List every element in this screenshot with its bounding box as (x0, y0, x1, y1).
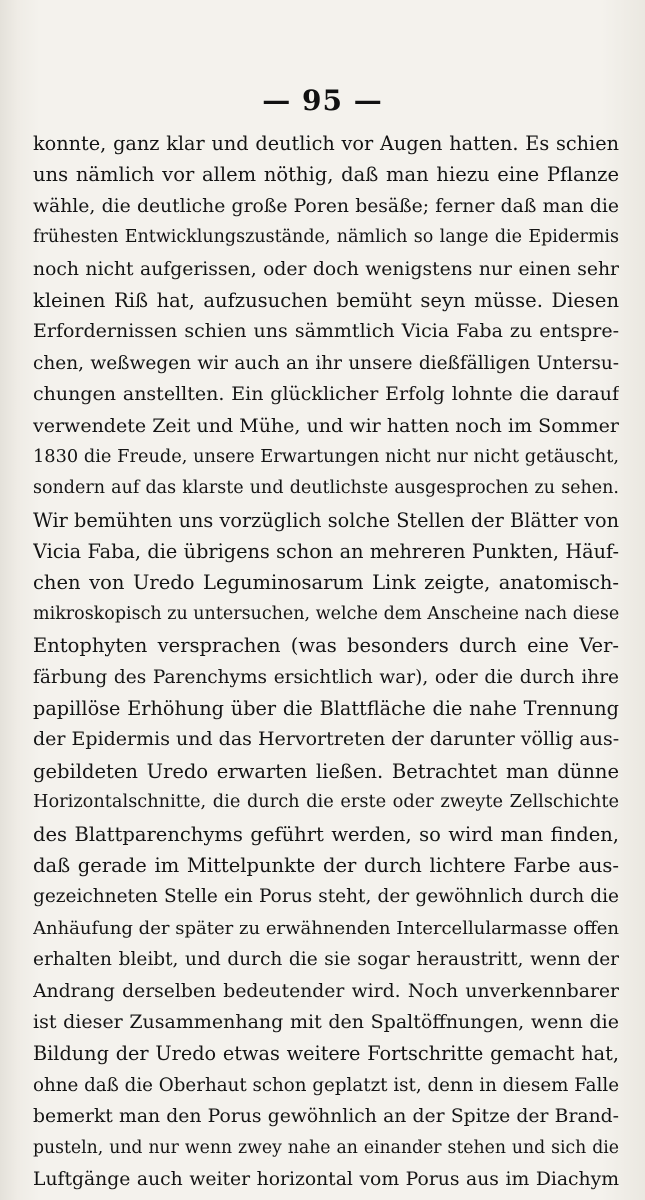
text-line: wähle, die deutliche große Poren besäße; ferner daß man die (33, 195, 619, 217)
text-line: des Blattparenchyms geführt werden, so wird man finden, (33, 822, 619, 846)
text-line: mikroskopisch zu untersuchen, welche dem Anscheine nach diese (33, 603, 619, 624)
text-line: ohne daß die Oberhaut schon geplatzt ist, denn in diesem Falle (33, 1074, 619, 1096)
text-line: verwendete Zeit und Mühe, und wir hatten noch im Sommer (33, 414, 619, 437)
text-line: der Epidermis und das Hervortreten der darunter völlig aus- (33, 728, 619, 751)
page-number-header: — 95 — (262, 84, 383, 117)
text-line: Andrang derselben bedeutender wird. Noch unverkennbarer (33, 980, 619, 1002)
text-line: konnte, ganz klar und deutlich vor Augen hatten. Es schien (33, 132, 619, 155)
text-line: chungen anstellten. Ein glücklicher Erfolg lohnte die darauf (33, 383, 619, 406)
text-line: uns nämlich vor allem nöthig, daß man hiezu eine Pflanze (33, 163, 619, 187)
text-line: daß gerade im Mittelpunkte der durch lichtere Farbe aus- (33, 853, 619, 877)
text-line: bemerkt man den Porus gewöhnlich an der Spitze der Brand- (33, 1106, 619, 1128)
text-line: gebildeten Uredo erwarten ließen. Betrachtet man dünne (33, 759, 619, 783)
text-line: Horizontalschnitte, die durch die erste oder zweyte Zellschichte (33, 792, 619, 813)
text-line: kleinen Riß hat, aufzusuchen bemüht seyn müsse. Diesen (33, 288, 619, 312)
text-line: ist dieser Zusammenhang mit den Spaltöffnungen, wenn die (33, 1010, 619, 1033)
text-line: 1830 die Freude, unsere Erwartungen nicht nur nicht getäuscht, (33, 446, 619, 467)
text-line: färbung des Parenchyms ersichtlich war), oder die durch ihre (33, 666, 619, 688)
text-line: Luftgänge auch weiter horizontal vom Porus aus im Diachym (33, 1168, 619, 1190)
text-line: gezeichneten Stelle ein Porus steht, der gewöhnlich durch die (33, 886, 619, 908)
text-line: papillöse Erhöhung über die Blattfläche die nahe Trennung (33, 697, 619, 721)
text-line: pusteln, und nur wenn zwey nahe an einander stehen und sich die (33, 1137, 619, 1158)
text-line: Entophyten versprachen (was besonders durch eine Ver- (33, 634, 619, 658)
text-line: Anhäufung der später zu erwähnenden Intercellularmasse offen (33, 917, 619, 939)
text-line: Vicia Faba, die übrigens schon an mehreren Punkten, Häuf- (33, 540, 619, 564)
text-line: Wir bemühten uns vorzüglich solche Stellen der Blätter von (33, 508, 619, 532)
text-line: sondern auf das klarste und deutlichste ausgesprochen zu sehen. (33, 478, 619, 499)
text-line: Bildung der Uredo etwas weitere Fortschritte gemacht hat, (33, 1042, 619, 1066)
text-line: chen von Uredo Leguminosarum Link zeigte, anatomisch- (33, 571, 619, 595)
body-text (33, 128, 619, 1195)
text-line: Erfordernissen schien uns sämmtlich Vicia Faba zu entspre- (33, 320, 619, 343)
text-line: frühesten Entwicklungszustände, nämlich so lange die Epidermis (33, 227, 619, 248)
text-line: erhalten bleibt, und durch die sie sogar heraustritt, wenn der (33, 949, 619, 971)
text-line: noch nicht aufgerissen, oder doch wenigstens nur einen sehr (33, 258, 619, 280)
text-line: chen, weßwegen wir auch an ihr unsere dießfälligen Untersu- (33, 352, 619, 374)
